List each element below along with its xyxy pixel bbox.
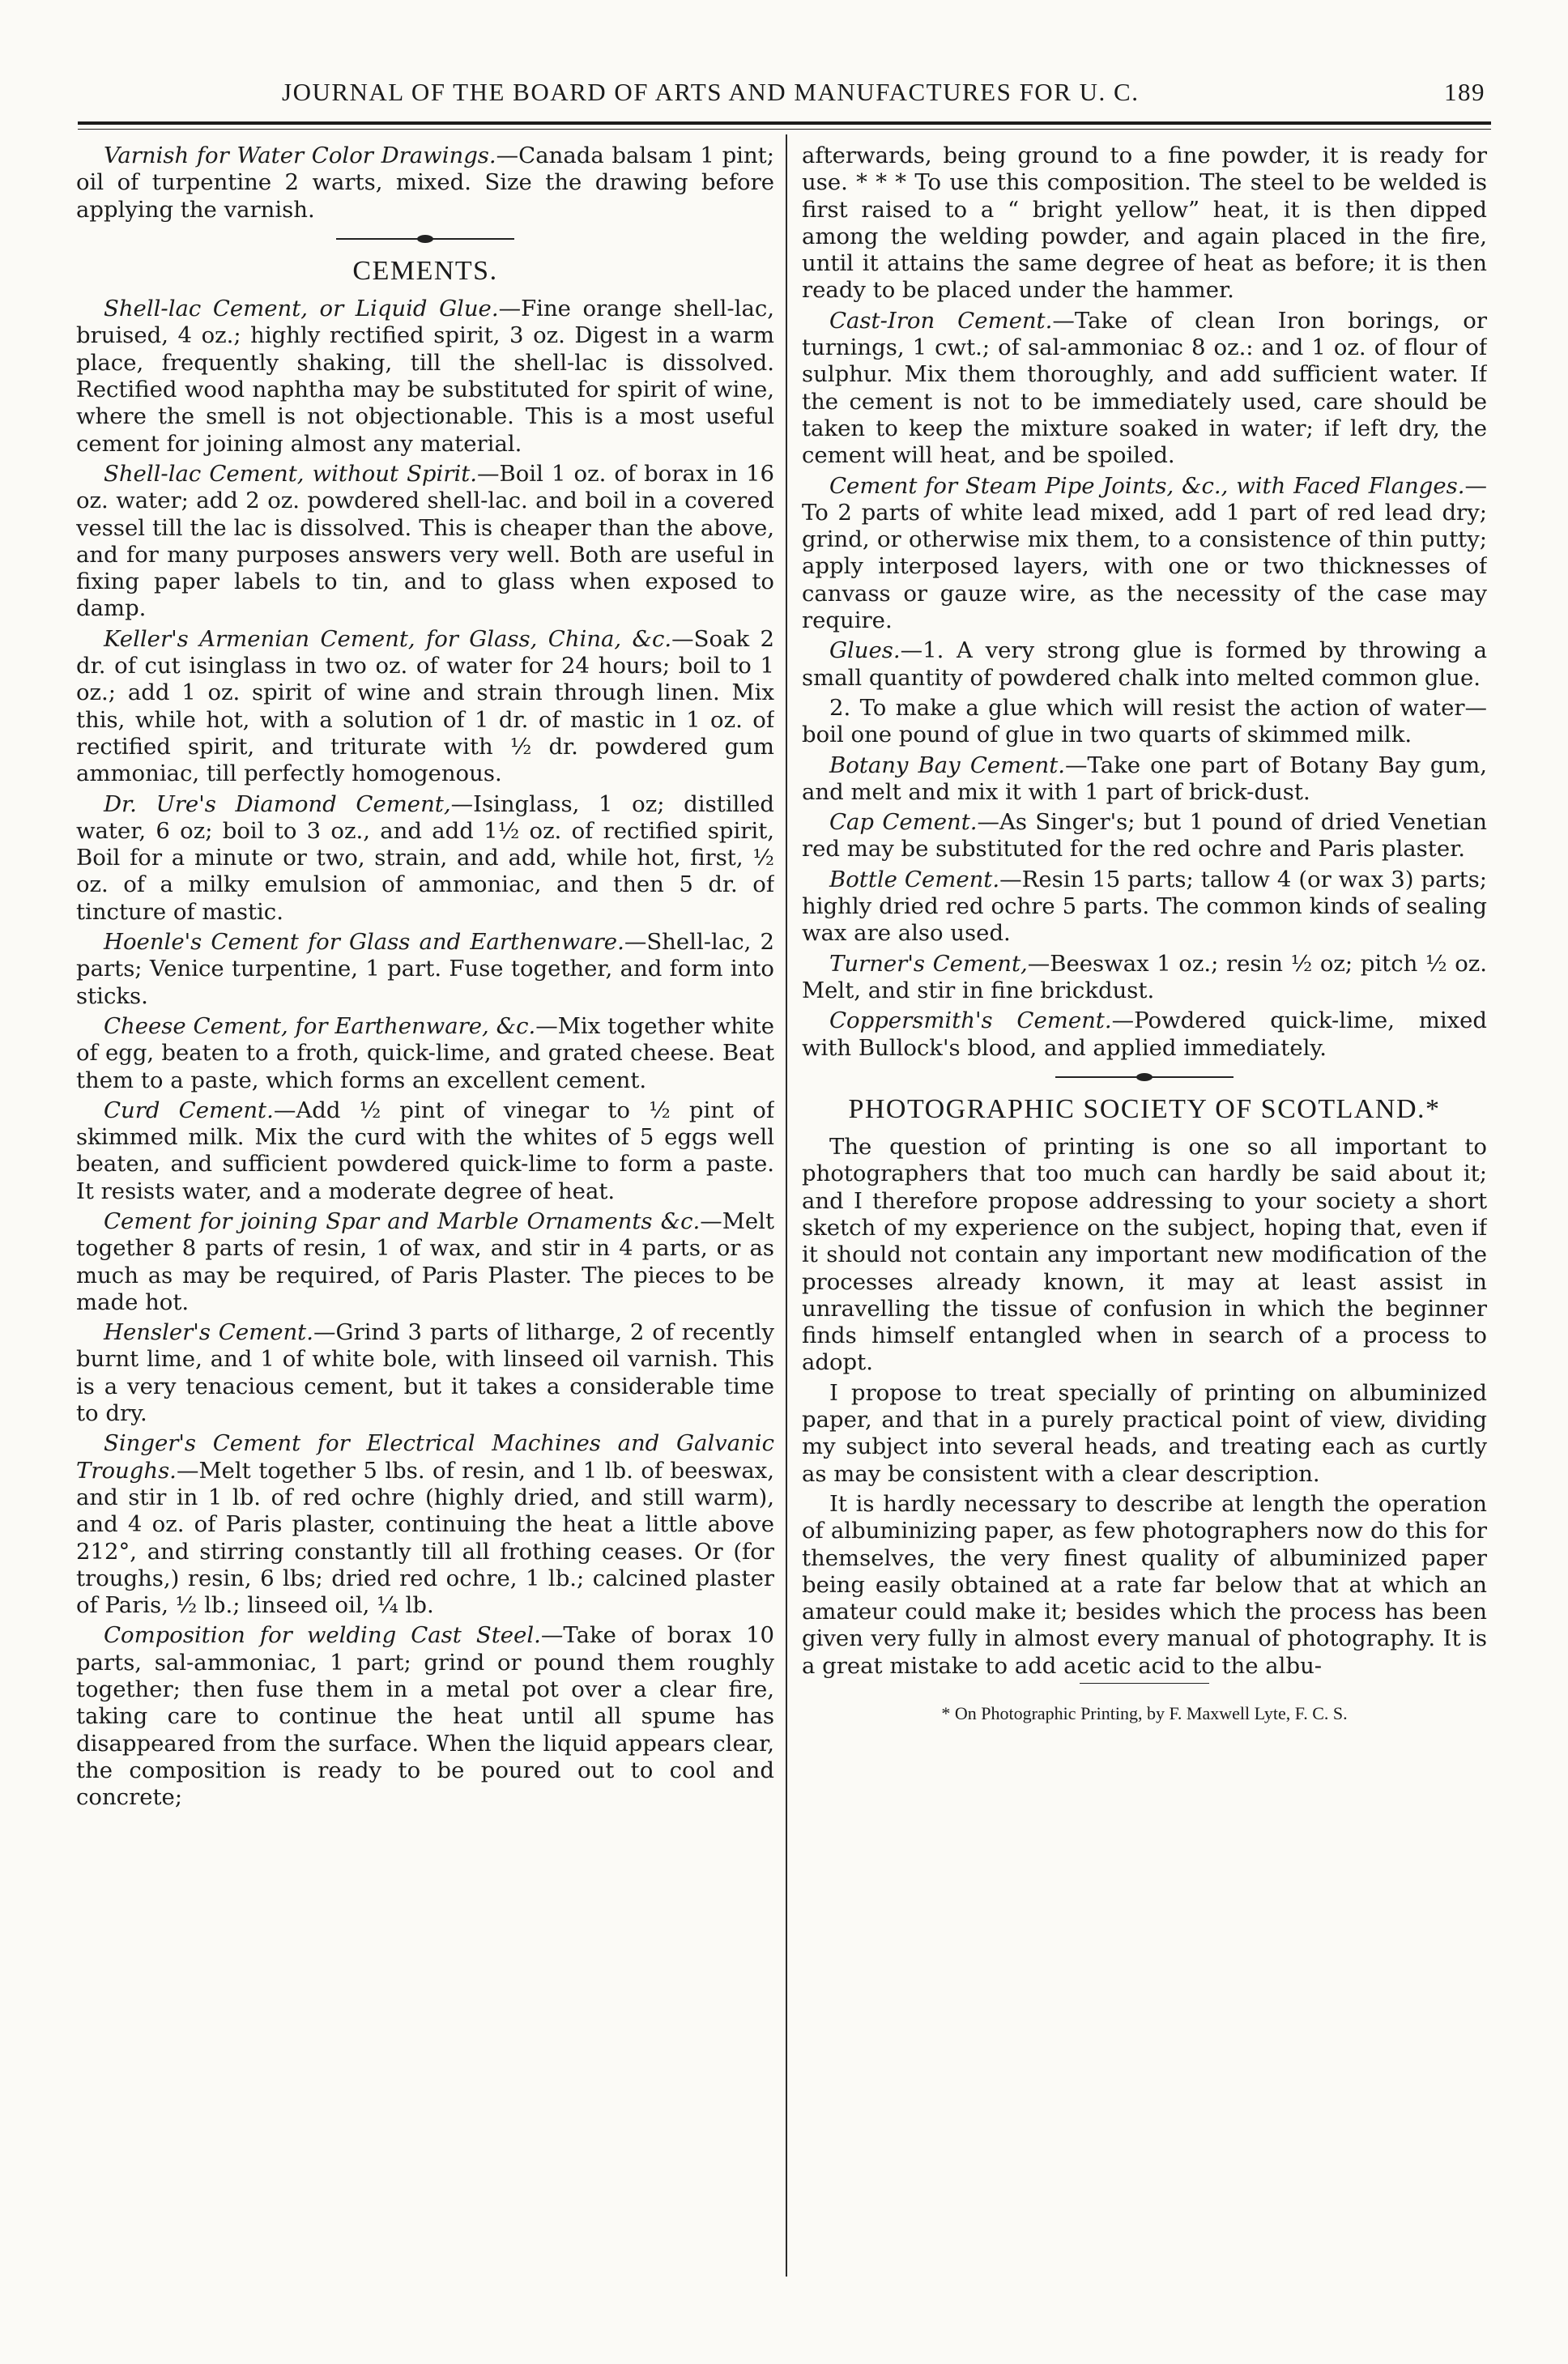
header-rule (78, 121, 1491, 125)
entry-title: Cap Cement. (829, 809, 978, 836)
entry-text: —Take of clean Iron borings, or turnings, 1 cwt.; of sal-ammoniac 8 oz.: and 1 oz. of flour of sulphur. Mix them thoroughly, and add sufficient water. If the cement is not to be immediately used, care should be taken to keep the mixture soaked in water; if left dry, the cement will heat, and be spoiled. (802, 307, 1487, 469)
entry-title: Hoenle's Cement for Glass and Earthenware. (104, 929, 624, 956)
entry-text: —Soak 2 dr. of cut isinglass in two oz. of water for 24 hours; boil to 1 oz.; add 1 oz. spirit of wine and strain through linen. Mix this, while hot, with a solution of 1 dr. of mastic in 1 oz. of rectified spirit, and triturate with ½ dr. powdered gum ammoniac, till perfectly homogenous. (76, 625, 774, 787)
paragraph-turner-cement (802, 951, 1487, 1005)
section-heading-photographic-society: PHOTOGRAPHIC SOCIETY OF SCOTLAND.* (848, 1093, 1441, 1124)
entry-title: Singer's Cement for Electrical Machines and Galvanic Troughs. (76, 1430, 774, 1484)
entry-text: —Shell-lac, 2 parts; Venice turpentine, 1 part. Fuse together, and form into sticks. (76, 929, 774, 1009)
paragraph-coppersmith-cement (802, 1007, 1487, 1062)
entry-text: —Melt together 8 parts of resin, 1 of wax, and stir in 4 parts, or as much as may be required, of Paris Plaster. The pieces to be made hot. (76, 1208, 774, 1315)
footnote: * On Photographic Printing, by F. Maxwell Lyte, F. C. S. (941, 1703, 1348, 1724)
entry-text: —Mix together white of egg, beaten to a froth, quick-lime, and grated cheese. Beat them to a paste, which forms an excellent cement. (76, 1012, 774, 1093)
entry-text: —Powdered quick-lime, mixed with Bullock's blood, and applied immediately. (802, 1007, 1487, 1061)
page-number: 189 (1444, 78, 1485, 106)
entry-title: Bottle Cement. (829, 866, 1000, 892)
entry-title: Cement for joining Spar and Marble Ornaments &c. (104, 1208, 701, 1234)
paragraph-hensler-cement (76, 1319, 774, 1427)
section-heading-cements: CEMENTS. (352, 255, 498, 286)
entry-title: Keller's Armenian Cement, for Glass, China, &c. (104, 625, 672, 652)
paragraph-printing-question: The question of printing is one so all important to photographers that too much can hardly be said about it; and I therefore propose addressing to your society a short sketch of my experience on the subject, hoping that, even if it should not contain any important new modification of the processes already known, it may at least assist in unravelling the tissue of confusion in which the beginner finds himself entangled when in search of a process to adopt. (802, 1134, 1487, 1376)
entry-text: —Fine orange shell-lac, bruised, 4 oz.; highly rectified spirit, 3 oz. Digest in a warm place, frequently shaking, till the shell-lac is dissolved. Rectified wood naphtha may be substituted for spirit of wine, where the smell is not objectionable. This is a most useful cement for joining almost any material. (76, 296, 774, 457)
paragraph-shell-lac-without-spirit (76, 461, 774, 623)
paragraph-spar-marble-cement (76, 1208, 774, 1316)
paragraph-cheese-cement (76, 1013, 774, 1094)
paragraph-albuminized-paper: I propose to treat specially of printing on albuminized paper, and that in a purely practical point of view, dividing my subject into several heads, and treating each as curtly as may be consistent with a clear description. (802, 1379, 1487, 1487)
paragraph-hoenle-cement (76, 929, 774, 1010)
entry-title: Composition for welding Cast Steel. (104, 1622, 541, 1649)
entry-text: —Grind 3 parts of litharge, 2 of recently burnt lime, and 1 of white bole, with linseed oil varnish. This is a very tenacious cement, but it takes a considerable time to dry. (76, 1319, 774, 1427)
running-header (105, 78, 1487, 115)
entry-text: —Add ½ pint of vinegar to ½ pint of skimmed milk. Mix the curd with the whites of 5 eggs well beaten, and sufficient powdered quick-lime to form a paste. It resists water, and a moderate degree of heat. (76, 1097, 774, 1204)
entry-text: —Canada balsam 1 pint; oil of turpentine 2 warts, mixed. Size the drawing before applying the varnish. (76, 143, 774, 223)
paragraph-cast-iron-cement (802, 308, 1487, 470)
entry-title: Cement for Steam Pipe Joints, &c., with Faced Flanges. (829, 472, 1465, 499)
paragraph-singer-cement (76, 1430, 774, 1619)
entry-title: Dr. Ure's Diamond Cement, (104, 790, 451, 817)
entry-title: Curd Cement. (104, 1097, 274, 1123)
paragraph-bottle-cement (802, 867, 1487, 948)
entry-text: —Resin 15 parts; tallow 4 (or wax 3) parts; highly dried red ochre 5 parts. The common kinds of sealing wax are also used. (802, 866, 1487, 947)
entry-title: Coppersmith's Cement. (829, 1007, 1112, 1034)
paragraph-kellers-cement (76, 626, 774, 788)
entry-title: Cast-Iron Cement. (829, 307, 1053, 334)
entry-text: —As Singer's; but 1 pound of dried Venetian red may be substituted for the red ochre and Paris plaster. (802, 809, 1487, 863)
paragraph-welding-continued: afterwards, being ground to a fine powder, it is ready for use. * * * To use this composition. The steel to be welded is first raised to a “ bright yellow” heat, it is then dipped among the welding powder, and again placed in the fire, until it attains the same degree of heat as before; it is then ready to be placed under the hammer. (802, 143, 1487, 304)
paragraph-varnish (76, 143, 774, 224)
entry-text: —Take of borax 10 parts, sal-ammoniac, 1 part; grind or pound them roughly together; then fuse them in a metal pot over a clear fire, taking care to continue the heat until all spume has disappeared from the surface. When the liquid appears clear, the composition is ready to be poured out to cool and concrete; (76, 1622, 774, 1811)
entry-text: —Melt together 5 lbs. of resin, and 1 lb. of beeswax, and stir in 1 lb. of red ochre (highly dried, and still warm), and 4 oz. of Paris plaster, continuing the heat a little above 212°, and stirring constantly till all frothing ceases. Or (for troughs,) resin, 6 lbs; dried red ochre, 1 lb.; calcined plaster of Paris, ½ lb.; linseed oil, ¼ lb. (76, 1457, 774, 1619)
entry-title: Shell-lac Cement, without Spirit. (104, 460, 478, 487)
paragraph-botany-bay-cement (802, 752, 1487, 807)
entry-title: Glues. (829, 637, 901, 664)
entry-title: Botany Bay Cement. (829, 752, 1066, 778)
footnote-rule (1080, 1683, 1209, 1684)
paragraph-cap-cement (802, 809, 1487, 863)
entry-title: Hensler's Cement. (104, 1319, 313, 1346)
column-divider (786, 134, 787, 2277)
paragraph-albuminizing-operation: It is hardly necessary to describe at length the operation of albuminizing paper, as few photographers now do this for themselves, the very finest quality of albuminized paper being easily obtained at a rate far below that at which an amateur could make it; besides which the process has been given very fully in almost every manual of photography. It is a great mistake to add acetic acid to the albu- (802, 1490, 1487, 1679)
left-column (76, 143, 774, 2272)
entry-text: —Boil 1 oz. of borax in 16 oz. water; add 2 oz. powdered shell-lac. and boil in a covered vessel till the lac is dissolved. This is cheaper than the above, and for many purposes answers very well. Both are useful in fixing paper labels to tin, and to glass when exposed to damp. (76, 460, 774, 622)
paragraph-welding-composition (76, 1622, 774, 1811)
paragraph-curd-cement (76, 1097, 774, 1205)
ornament-divider (336, 235, 514, 243)
right-column (802, 143, 1487, 2272)
entry-text: —To 2 parts of white lead mixed, add 1 part of red lead dry; grind, or otherwise mix them, to a consistence of thin putty; apply interposed layers, with one or two thicknesses of canvass or gauze wire, as the necessity of the case may require. (802, 472, 1487, 634)
paragraph-glues (802, 637, 1487, 692)
paragraph-glue-water-resistant: 2. To make a glue which will resist the action of water—boil one pound of glue in two quarts of skimmed milk. (802, 694, 1487, 748)
entry-title: Turner's Cement, (829, 950, 1028, 977)
entry-text: —Beeswax 1 oz.; resin ½ oz; pitch ½ oz. Melt, and stir in fine brickdust. (802, 950, 1487, 1003)
header-rule-thin (78, 129, 1491, 130)
entry-title: Shell-lac Cement, or Liquid Glue. (104, 296, 499, 322)
entry-text: —Take one part of Botany Bay gum, and melt and mix it with 1 part of brick-dust. (802, 752, 1487, 805)
entry-title: Cheese Cement, for Earthenware, &c. (104, 1012, 536, 1039)
journal-title: JOURNAL OF THE BOARD OF ARTS AND MANUFACTURES FOR U. C. (282, 78, 1140, 106)
entry-text: —1. A very strong glue is formed by throwing a small quantity of powdered chalk into melted common glue. (802, 637, 1487, 691)
ornament-divider (1055, 1073, 1234, 1081)
paragraph-shell-lac-cement (76, 296, 774, 458)
paragraph-ure-diamond-cement (76, 791, 774, 926)
entry-title: Varnish for Water Color Drawings. (104, 143, 496, 168)
entry-text: —Isinglass, 1 oz; distilled water, 6 oz; boil to 3 oz., and add 1½ oz. of rectified spirit, Boil for a minute or two, strain, and add, while hot, first, ½ oz. of a milky emulsion of ammoniac, and then 5 dr. of tincture of mastic. (76, 790, 774, 925)
paragraph-steam-pipe-cement (802, 473, 1487, 635)
